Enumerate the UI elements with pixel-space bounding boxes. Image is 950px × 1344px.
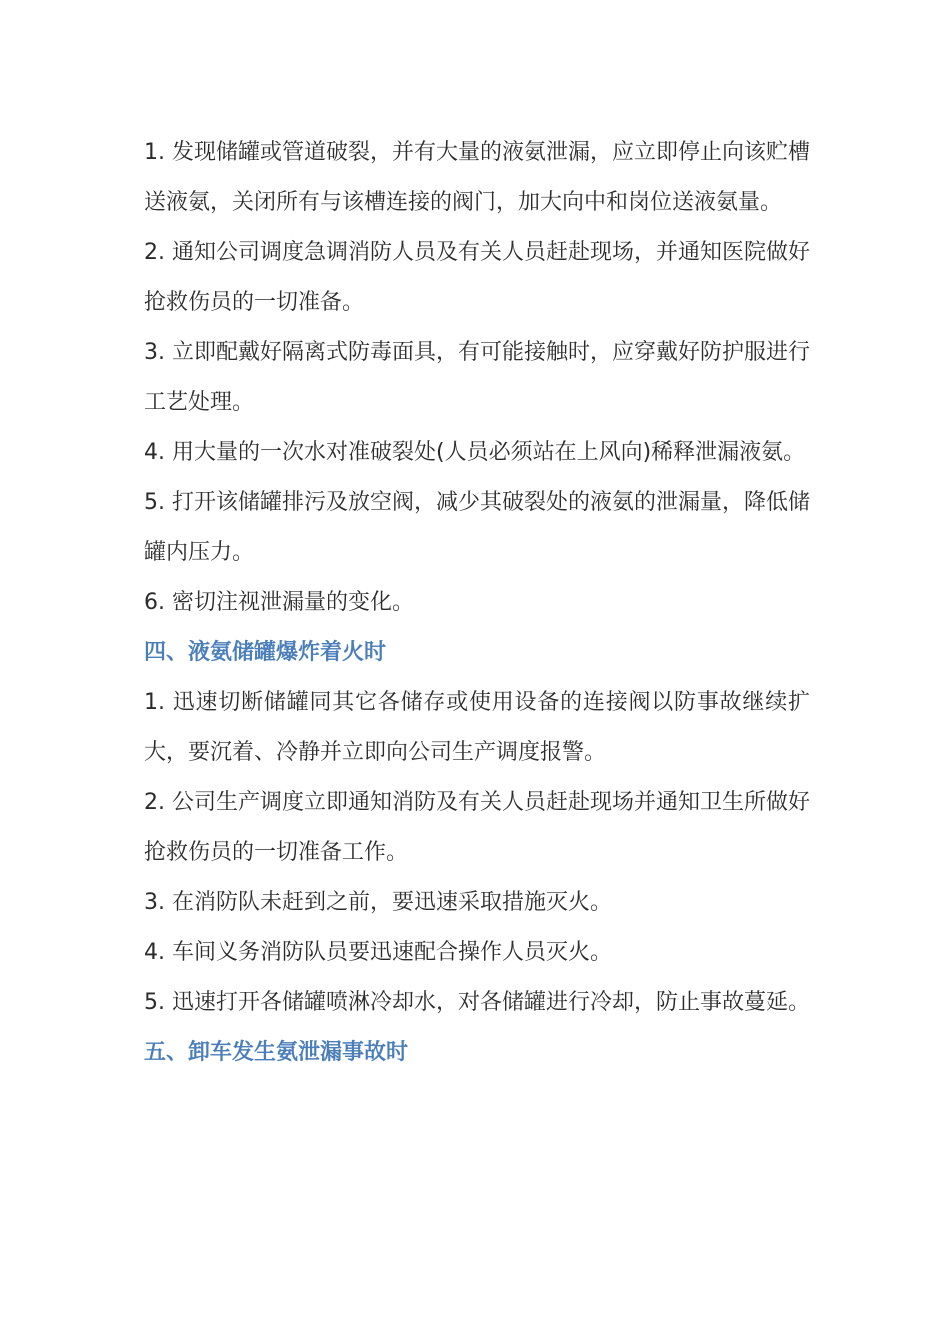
section3-item-2: 2. 通知公司调度急调消防人员及有关人员赶赴现场，并通知医院做好抢救伤员的一切准备。 bbox=[144, 240, 810, 315]
section4-item-3: 3. 在消防队未赶到之前，要迅速采取措施灭火。 bbox=[144, 890, 612, 915]
document-page bbox=[144, 128, 810, 1078]
section4-item-2: 2. 公司生产调度立即通知消防及有关人员赶赴现场并通知卫生所做好抢救伤员的一切准备工作。 bbox=[144, 790, 810, 865]
section4-heading: 四、液氨储罐爆炸着火时 bbox=[144, 640, 387, 665]
section3-item-4: 4. 用大量的一次水对准破裂处(人员必须站在上风向)稀释泄漏液氨。 bbox=[144, 440, 806, 465]
section4-item-5: 5. 迅速打开各储罐喷淋冷却水，对各储罐进行冷却，防止事故蔓延。 bbox=[144, 990, 810, 1015]
section3-item-5: 5. 打开该储罐排污及放空阀，减少其破裂处的液氨的泄漏量，降低储罐内压力。 bbox=[144, 490, 810, 565]
section4-item-1: 1. 迅速切断储罐同其它各储存或使用设备的连接阀以防事故继续扩大，要沉着、冷静并立即向公司生产调度报警。 bbox=[144, 690, 810, 765]
section4-item-4: 4. 车间义务消防队员要迅速配合操作人员灭火。 bbox=[144, 940, 612, 965]
section3-item-6: 6. 密切注视泄漏量的变化。 bbox=[144, 590, 414, 615]
section3-item-1: 1. 发现储罐或管道破裂，并有大量的液氨泄漏，应立即停止向该贮槽送液氨，关闭所有与该槽连接的阀门，加大向中和岗位送液氨量。 bbox=[144, 140, 810, 215]
section3-item-3: 3. 立即配戴好隔离式防毒面具，有可能接触时，应穿戴好防护服进行工艺处理。 bbox=[144, 340, 810, 415]
section5-heading: 五、卸车发生氨泄漏事故时 bbox=[144, 1040, 409, 1065]
